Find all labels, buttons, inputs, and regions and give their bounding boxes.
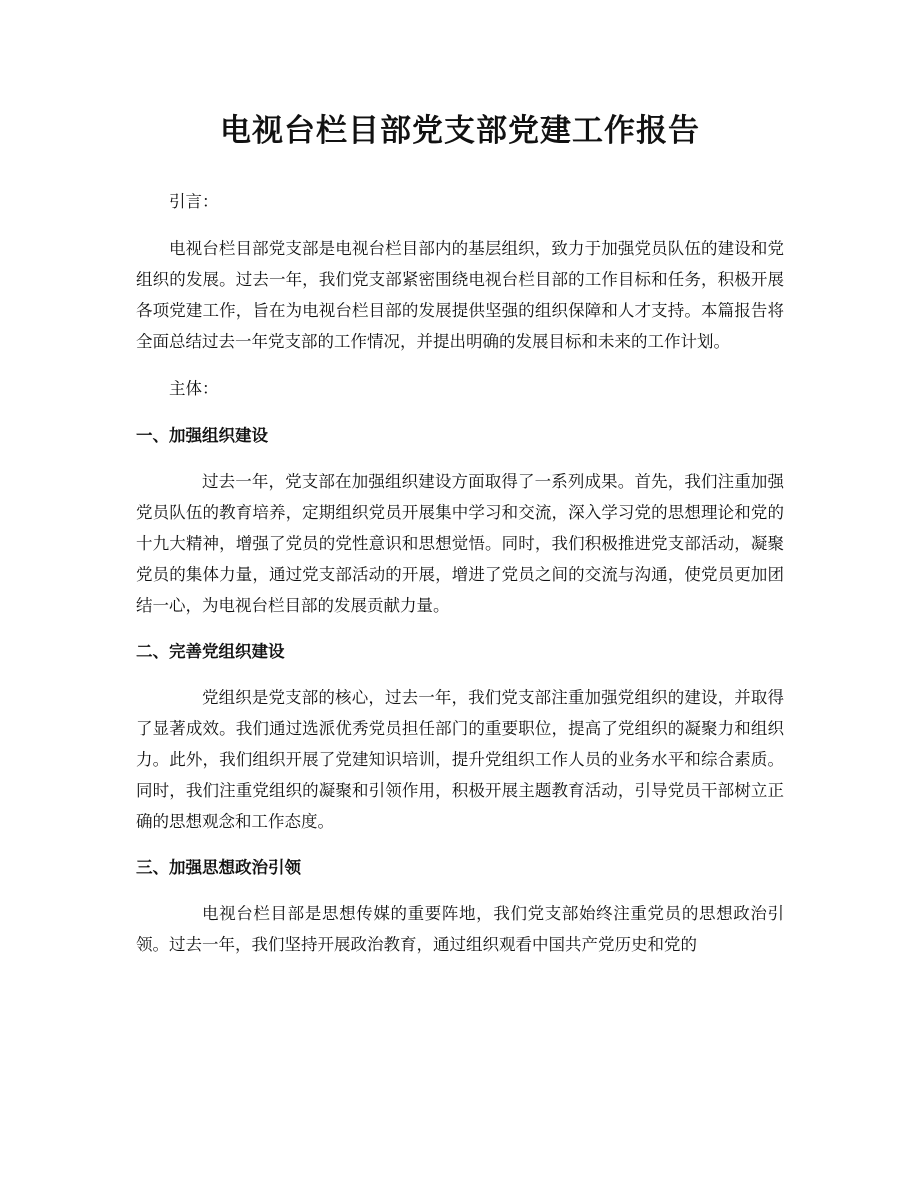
spacer	[136, 217, 784, 233]
section-heading-1: 一、加强组织建设	[136, 426, 268, 445]
section-paragraph-1: 过去一年，党支部在加强组织建设方面取得了一系列成果。首先，我们注重加强党员队伍的教育培养，定期组织党员开展集中学习和交流，深入学习党的思想理论和党的十九大精神，增强了党员的党性意识和思想觉悟。同时，我们积极推进党支部活动，凝聚党员的集体力量，通过党支部活动的开展，增进了党员之间的交流与沟通，使党员更加团结一心，为电视台栏目部的发展贡献力量。	[136, 472, 784, 615]
spacer	[136, 404, 784, 420]
document-title: 电视台栏目部党支部党建工作报告	[220, 113, 700, 149]
body-label: 主体：	[169, 379, 219, 398]
spacer	[136, 837, 784, 852]
intro-label: 引言：	[169, 192, 219, 211]
spacer	[136, 154, 784, 186]
spacer	[136, 667, 784, 682]
section-heading-2: 二、完善党组织建设	[136, 642, 285, 661]
spacer	[136, 357, 784, 373]
section-heading-3: 三、加强思想政治引领	[136, 858, 301, 877]
spacer	[136, 451, 784, 466]
section-paragraph-3: 电视台栏目部是思想传媒的重要阵地，我们党支部始终注重党员的思想政治引领。过去一年，我们坚持开展政治教育，通过组织观看中国共产党历史和党的	[136, 904, 784, 954]
spacer	[136, 883, 784, 898]
section-paragraph-2: 党组织是党支部的核心，过去一年，我们党支部注重加强党组织的建设，并取得了显著成效。我们通过选派优秀党员担任部门的重要职位，提高了党组织的凝聚力和组织力。此外，我们组织开展了党建知识培训，提升党组织工作人员的业务水平和综合素质。同时，我们注重党组织的凝聚和引领作用，积极开展主题教育活动，引导党员干部树立正确的思想观念和工作态度。	[136, 688, 784, 831]
spacer	[136, 621, 784, 636]
intro-paragraph: 电视台栏目部党支部是电视台栏目部内的基层组织，致力于加强党员队伍的建设和党组织的发展。过去一年，我们党支部紧密围绕电视台栏目部的工作目标和任务，积极开展各项党建工作，旨在为电视台栏目部的发展提供坚强的组织保障和人才支持。本篇报告将全面总结过去一年党支部的工作情况，并提出明确的发展目标和未来的工作计划。	[136, 239, 784, 351]
